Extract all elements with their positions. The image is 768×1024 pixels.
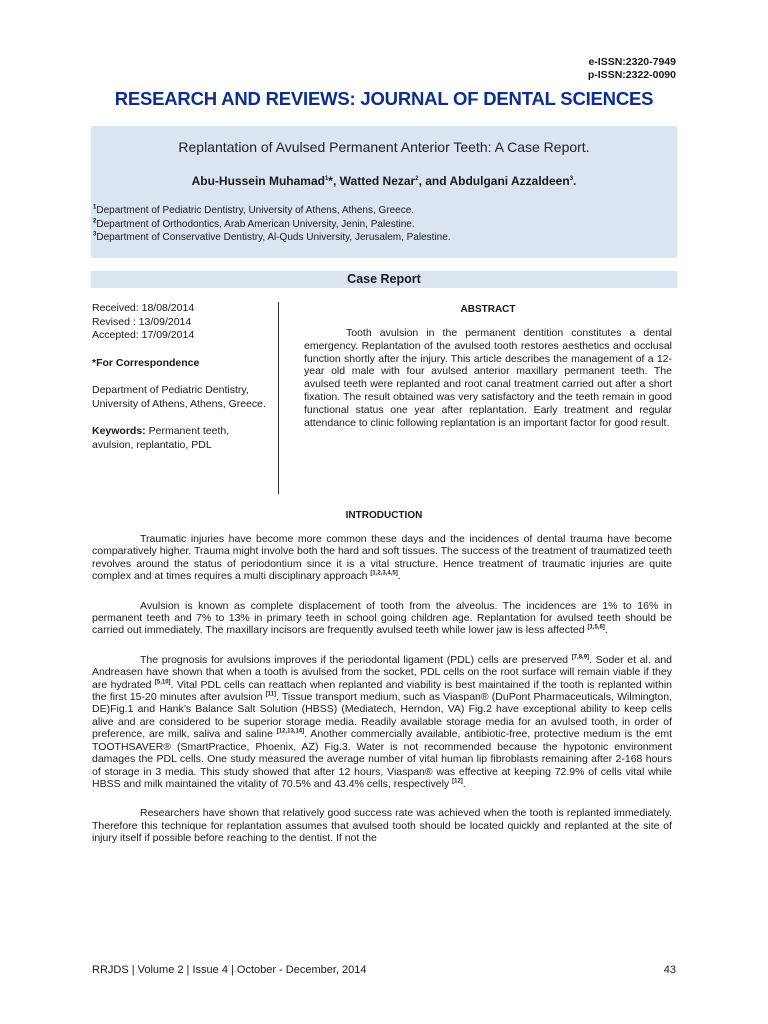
affiliation-text: Department of Pediatric Dentistry, University of Athens, Athens, Greece.	[96, 205, 415, 216]
keywords	[92, 425, 272, 452]
affiliations	[93, 204, 451, 245]
abstract-text: Tooth avulsion in the permanent dentition constitutes a dental emergency. Replantation of the avulsed tooth restores aesthetics and occlusal function shortly after the injury. This article describes the management of a 12-year old male with four avulsed anterior maxillary permanent teeth. The avulsed teeth were replanted and root canal treatment carried out after a short fixation. The result obtained was very satisfactory and the teeth remain in good functional status one year after replantation. Early treatment and regular attendance to clinic following replantation is an important factor for good result.	[304, 327, 672, 429]
paragraph-end: .	[462, 777, 466, 790]
eissn: e-ISSN:2320-7949	[588, 56, 676, 68]
paragraph-text: Traumatic injuries have become more common these days and the incidences of dental trauma have become comparatively higher. Trauma might involve both the hard and soft tissues. The success of the treatment of traumatized teeth revolves around the status of periodontium since it is a vital structure. Hence treatment of traumatic injuries are quite complex and at times requires a multi disciplinary approach	[92, 533, 672, 583]
citation-ref: [5,10]	[154, 679, 171, 686]
introduction-heading: INTRODUCTION	[345, 510, 423, 521]
revised-date: Revised : 13/09/2014	[92, 315, 192, 328]
received-date: Received: 18/08/2014	[92, 302, 195, 314]
paper-title: Replantation of Avulsed Permanent Anterior Teeth: A Case Report.	[178, 139, 590, 155]
paragraph-text: Avulsion is known as complete displacement of tooth from the alveolus. The incidences are 1% to 16% in permanent teeth and 7% to 13% in primary teeth in school going children age. Replantation for avulsed teeth should be carried out immediately. The maxillary incisors are frequently avulsed teeth while lower jaw is less affected	[92, 599, 672, 637]
paragraph	[92, 600, 672, 637]
citation-ref: [12]	[452, 778, 463, 785]
paragraph-text: The prognosis for avulsions improves if the periodontal ligament (PDL) cells are preserved	[140, 653, 572, 666]
corresponding-mark: *	[328, 174, 333, 188]
citation-ref: [12,13,14]	[276, 728, 305, 735]
body-text	[92, 533, 672, 862]
paragraph-text: . Another commercially available, antibiotic-free, protective medium is the emt TOOTHSAVER® (SmartPractice, Phoenix, AZ) Fig.3. Water is not recommended because the hypotonic environment damages the PDL cells. One study measured the average number of vital human lip fibroblasts remaining after 2-168 hours of storage in 3 media. This study showed that after 12 hours, Viaspan® was effective at keeping 72.9% of cells vital while HBSS and milk maintained the vitality of 70.5% and 43.4% cells, respectively	[92, 728, 672, 790]
author-affil-mark: 3	[569, 176, 574, 182]
author-name: Watted Nezar	[339, 174, 416, 188]
author-name: Abdulgani Azzaldeen	[449, 174, 570, 188]
correspondence-label: *For Correspondence	[92, 356, 200, 369]
article-sidebar	[92, 302, 272, 452]
issn-block	[588, 56, 676, 82]
footer-citation: RRJDS | Volume 2 | Issue 4 | October - December, 2014	[92, 964, 367, 976]
pissn: p-ISSN:2322-0090	[587, 69, 676, 81]
citation-ref: [1,2,3,4,5]	[370, 570, 398, 577]
affiliation-mark: 3	[93, 231, 97, 238]
author-name: Abu-Hussein Muhamad	[191, 174, 325, 188]
author-affil-mark: 2	[415, 176, 419, 182]
affiliation-mark: 1	[93, 204, 97, 211]
abstract-heading: ABSTRACT	[460, 304, 516, 315]
paragraph: Researchers have shown that relatively good success rate was achieved when the tooth is replanted immediately. Therefore this technique for replantation assumes that avulsed tooth should be located quickly and replanted at the site of injury itself if possible before reaching to the dentist. If not the	[92, 807, 672, 845]
paragraph-text: . Soder et al. and Andreasen have shown that when a tooth is avulsed from the socket, PDL cells on the root surface will remain viable if they are hydrated	[92, 653, 672, 691]
column-divider	[278, 302, 279, 494]
author-affil-mark: 1	[324, 176, 329, 182]
affiliation	[93, 218, 451, 232]
paragraph	[92, 654, 672, 790]
citation-ref: [1,5,6]	[587, 624, 605, 631]
correspondence-address: Department of Pediatric Dentistry, University of Athens, Athens, Greece.	[92, 384, 266, 410]
author-list: Abu-Hussein Muhamad$^1$*, Watted Nezar$^2$, and Abdulgani Azzaldeen$^3$.	[191, 174, 577, 188]
affiliation-mark: 2	[93, 218, 97, 225]
affiliation	[93, 204, 451, 218]
section-bar: Case Report	[91, 271, 677, 288]
citation-ref: [11]	[265, 691, 276, 698]
page-number: 43	[663, 964, 676, 976]
accepted-date: Accepted: 17/09/2014	[92, 329, 195, 341]
journal-title: RESEARCH AND REVIEWS: JOURNAL OF DENTAL SCIENCES	[114, 88, 654, 109]
keywords-label: Keywords:	[92, 425, 146, 437]
citation-ref: [7,8,9]	[571, 654, 590, 661]
paragraph-text: . Tissue transport medium, such as Viaspan® (DuPont Pharmaceuticals, Wilmington, DE)Fig.1 and Hank’s Balance Salt Solution (HBSS) (Mediatech, Herndon, VA) Fig.2 have exceptional ability to keep cells alive and are considered to be superior storage media. Readily available storage media for an avulsed tooth, in order of preference, are milk, saliva and saline	[92, 691, 672, 741]
affiliation-text: Department of Conservative Dentistry, Al-Quds University, Jerusalem, Palestine.	[96, 232, 451, 243]
paragraph-end: .	[604, 624, 608, 637]
keywords-text: Permanent teeth, avulsion, replantatio, PDL	[92, 425, 230, 451]
paragraph-text: . Vital PDL cells can reattach when replanted and viability is best maintained if the tooth is replanted within the first 15-20 minutes after avulsion	[92, 678, 672, 704]
paragraph-end: .	[397, 570, 401, 583]
affiliation	[93, 231, 451, 245]
affiliation-text: Department of Orthodontics, Arab American University, Jenin, Palestine.	[96, 218, 415, 230]
title-box	[91, 126, 677, 258]
paragraph	[92, 533, 672, 583]
